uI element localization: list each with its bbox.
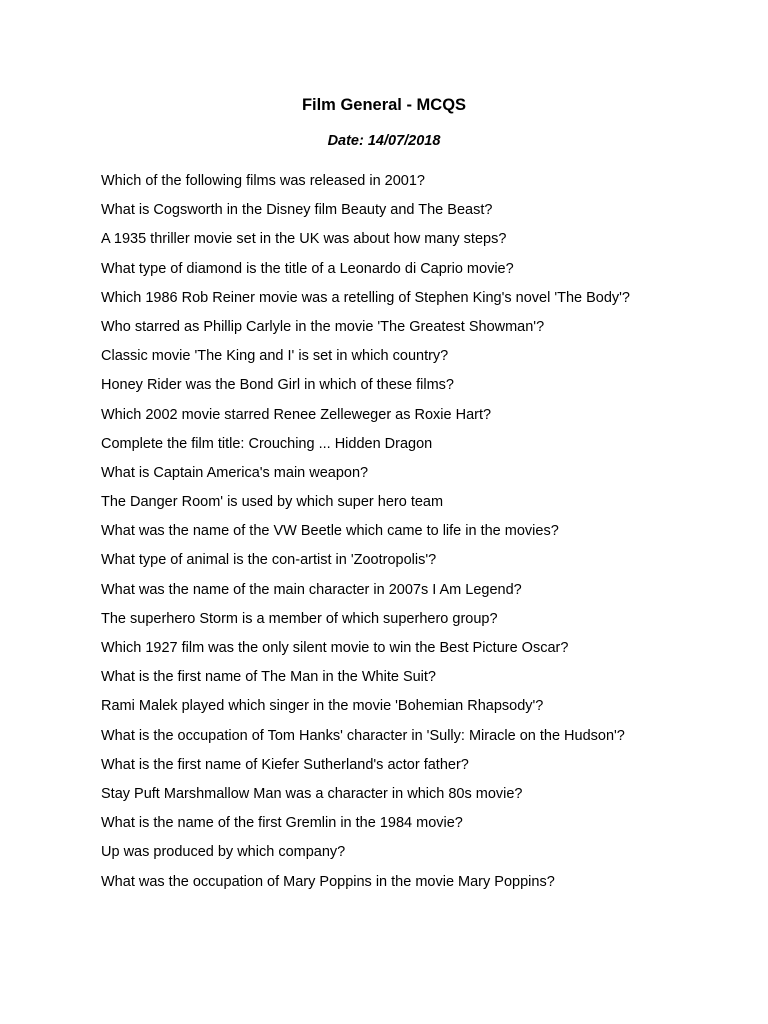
question-item: What type of animal is the con-artist in 'Zootropolis'?: [101, 552, 437, 569]
question-item: The superhero Storm is a member of which superhero group?: [101, 610, 498, 627]
question-item: Classic movie 'The King and I' is set in which country?: [101, 348, 449, 365]
question-item: What is Cogsworth in the Disney film Beauty and The Beast?: [101, 202, 493, 219]
question-list: [101, 170, 741, 900]
question-item: What was the name of the main character in 2007s I Am Legend?: [101, 581, 522, 598]
question-item: What is Captain America's main weapon?: [101, 464, 369, 481]
question-item: Stay Puft Marshmallow Man was a character in which 80s movie?: [101, 785, 523, 802]
question-item: The Danger Room' is used by which super hero team: [101, 494, 444, 511]
question-item: Which of the following films was released in 2001?: [101, 173, 425, 189]
question-item: What is the first name of Kiefer Sutherland's actor father?: [101, 756, 469, 773]
question-item: Who starred as Phillip Carlyle in the movie 'The Greatest Showman'?: [101, 318, 545, 335]
question-item: What was the name of the VW Beetle which came to life in the movies?: [101, 523, 559, 540]
question-item: Complete the film title: Crouching ... Hidden Dragon: [101, 435, 433, 452]
question-item: What type of diamond is the title of a Leonardo di Caprio movie?: [101, 260, 514, 277]
question-item: Rami Malek played which singer in the movie 'Bohemian Rhapsody'?: [101, 698, 544, 715]
question-item: Which 1927 film was the only silent movie to win the Best Picture Oscar?: [101, 640, 569, 656]
question-item: Which 1986 Rob Reiner movie was a retelling of Stephen King's novel 'The Body'?: [101, 289, 630, 306]
question-item: Honey Rider was the Bond Girl in which of these films?: [101, 377, 454, 394]
question-item: What is the occupation of Tom Hanks' character in 'Sully: Miracle on the Hudson'?: [101, 727, 625, 744]
question-item: Up was produced by which company?: [101, 844, 346, 861]
document-date: Date: 14/07/2018: [327, 133, 441, 149]
question-item: A 1935 thriller movie set in the UK was about how many steps?: [101, 231, 507, 248]
question-item: What is the name of the first Gremlin in the 1984 movie?: [101, 815, 463, 832]
question-item: What was the occupation of Mary Poppins in the movie Mary Poppins?: [101, 873, 555, 890]
question-item: Which 2002 movie starred Renee Zelleweger as Roxie Hart?: [101, 406, 492, 423]
question-item: What is the first name of The Man in the White Suit?: [101, 669, 436, 686]
document-title: Film General - MCQS: [301, 96, 467, 114]
